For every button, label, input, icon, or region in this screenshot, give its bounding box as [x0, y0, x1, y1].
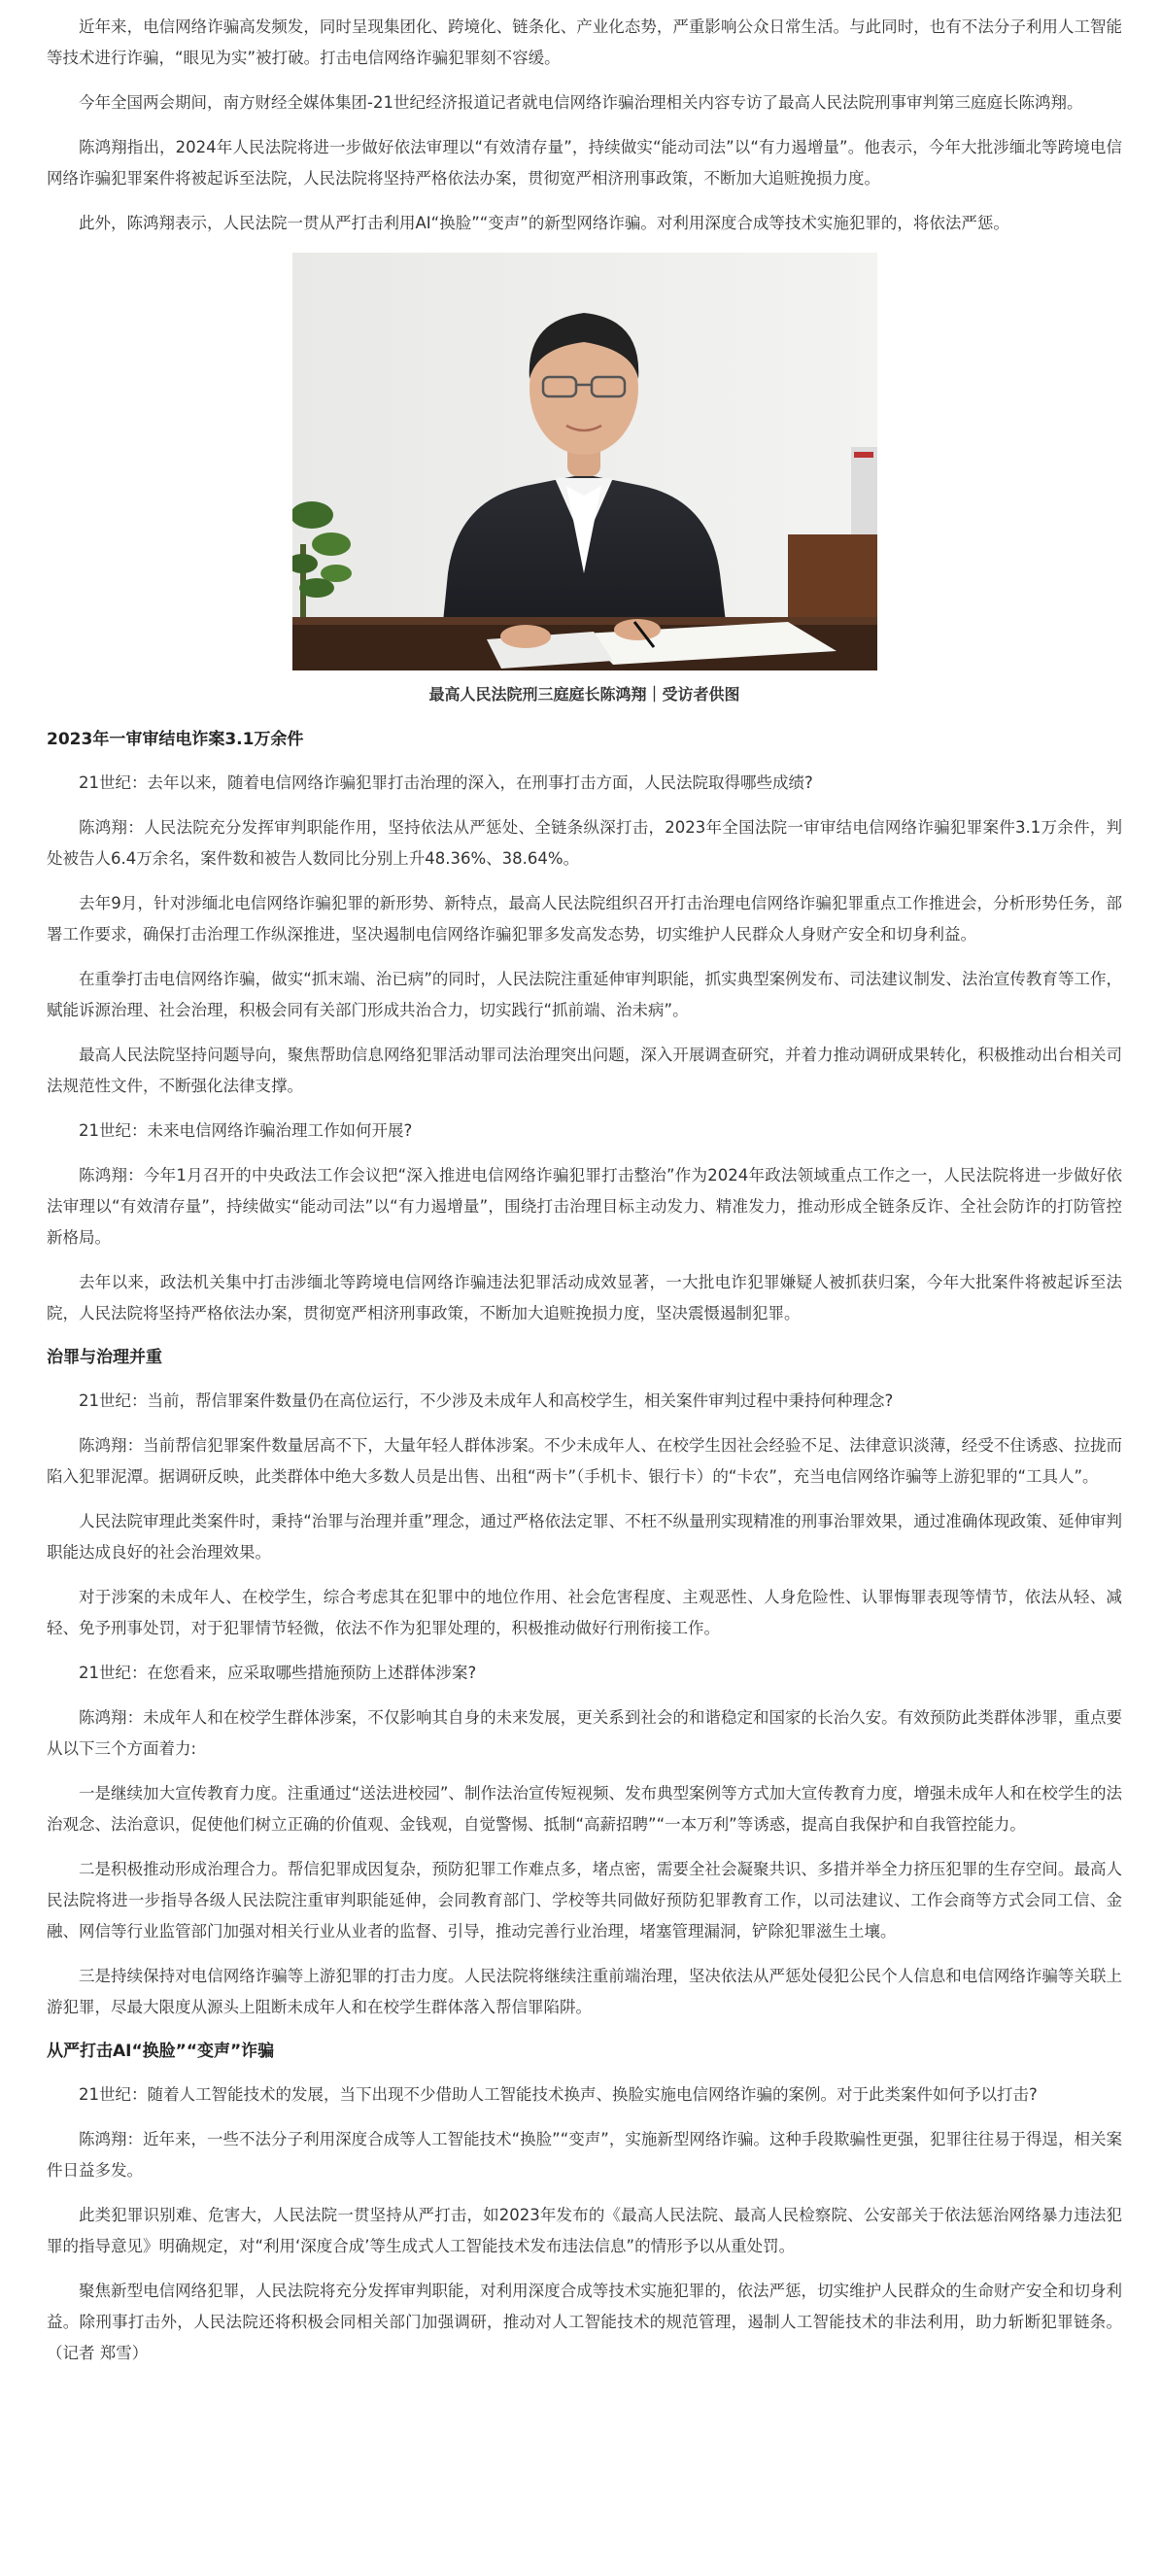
- paragraph: 二是积极推动形成治理合力。帮信犯罪成因复杂，预防犯罪工作难点多，堵点密，需要全社会凝聚共识、多措并举全力挤压犯罪的生存空间。最高人民法院将进一步指导各级人民法院注重审判职能延伸，会同教育部门、学校等共同做好预防犯罪教育工作，以司法建议、工作会商等方式会同工信、金融、网信等行业监管部门加强对相关行业从业者的监督、引导，推动完善行业治理，堵塞管理漏洞，铲除犯罪滋生土壤。: [47, 1860, 1122, 1941]
- paragraph: 聚焦新型电信网络犯罪，人民法院将充分发挥审判职能，对利用深度合成等技术实施犯罪的，依法严惩，切实维护人民群众的生命财产安全和切身利益。除刑事打击外，人民法院还将积极会同相关部门加强调研，推动对人工智能技术的规范管理，遏制人工智能技术的非法利用，助力斩断犯罪链条。（记者 郑雪）: [47, 2282, 1122, 2362]
- paragraph: 21世纪：去年以来，随着电信网络诈骗犯罪打击治理的深入，在刑事打击方面，人民法院取得哪些成绩?: [79, 773, 813, 792]
- paragraph: 陈鸿翔：今年1月召开的中央政法工作会议把“深入推进电信网络诈骗犯罪打击整治”作为2024年政法领域重点工作之一，人民法院将进一步做好依法审理以“有效清存量”，持续做实“能动司法”以“有力遏增量”，围绕打击治理目标主动发力、精准发力，推动形成全链条反诈、全社会防诈的打防管控新格局。: [47, 1166, 1122, 1247]
- paragraph: 今年全国两会期间，南方财经全媒体集团-21世纪经济报道记者就电信网络诈骗治理相关内容专访了最高人民法院刑事审判第三庭庭长陈鸿翔。: [79, 93, 1083, 112]
- paragraph: 此外，陈鸿翔表示，人民法院一贯从严打击利用AI“换脸”“变声”的新型网络诈骗。对利用深度合成等技术实施犯罪的，将依法严惩。: [79, 214, 1009, 232]
- portrait-illustration: [292, 253, 877, 670]
- paragraph: 对于涉案的未成年人、在校学生，综合考虑其在犯罪中的地位作用、社会危害程度、主观恶性、人身危险性、认罪悔罪表现等情节，依法从轻、减轻、免予刑事处罚，对于犯罪情节轻微，依法不作为犯罪处理的，积极推动做好行刑衔接工作。: [47, 1588, 1122, 1637]
- paragraph: 在重拳打击电信网络诈骗，做实“抓末端、治已病”的同时，人民法院注重延伸审判职能，抓实典型案例发布、司法建议制发、法治宣传教育等工作，赋能诉源治理、社会治理，积极会同有关部门形成共治合力，切实践行“抓前端、治未病”。: [47, 970, 1122, 1019]
- paragraph: 最高人民法院坚持问题导向，聚焦帮助信息网络犯罪活动罪司法治理突出问题，深入开展调查研究，并着力推动调研成果转化，积极推动出台相关司法规范性文件，不断强化法律支撑。: [47, 1046, 1122, 1095]
- paragraph: 陈鸿翔：人民法院充分发挥审判职能作用，坚持依法从严惩处、全链条纵深打击，2023年全国法院一审审结电信网络诈骗犯罪案件3.1万余件，判处被告人6.4万余名，案件数和被告人数同比分别上升48.36%、38.64%。: [47, 818, 1122, 868]
- photo-caption: 最高人民法院刑三庭庭长陈鸿翔｜受访者供图: [428, 685, 740, 704]
- paragraph: 去年以来，政法机关集中打击涉缅北等跨境电信网络诈骗违法犯罪活动成效显著，一大批电诈犯罪嫌疑人被抓获归案，今年大批案件将被起诉至法院，人民法院将坚持严格依法办案，贯彻宽严相济刑事政策，不断加大追赃挽损力度，坚决震慑遏制犯罪。: [47, 1273, 1122, 1322]
- paragraph: 陈鸿翔指出，2024年人民法院将进一步做好依法审理以“有效清存量”，持续做实“能动司法”以“有力遏增量”。他表示，今年大批涉缅北等跨境电信网络诈骗犯罪案件将被起诉至法院，人民法院将坚持严格依法办案，贯彻宽严相济刑事政策，不断加大追赃挽损力度。: [47, 138, 1122, 188]
- paragraph: 一是继续加大宣传教育力度。注重通过“送法进校园”、制作法治宣传短视频、发布典型案例等方式加大宣传教育力度，增强未成年人和在校学生的法治观念、法治意识，促使他们树立正确的价值观、金钱观，自觉警惕、抵制“高薪招聘”“一本万利”等诱惑，提高自我保护和自我管控能力。: [47, 1784, 1122, 1834]
- section-heading: 治罪与治理并重: [47, 1348, 162, 1367]
- paragraph: 21世纪：当前，帮信罪案件数量仍在高位运行，不少涉及未成年人和高校学生，相关案件审判过程中秉持何种理念?: [79, 1391, 894, 1410]
- paragraph: 去年9月，针对涉缅北电信网络诈骗犯罪的新形势、新特点，最高人民法院组织召开打击治理电信网络诈骗犯罪重点工作推进会，分析形势任务，部署工作要求，确保打击治理工作纵深推进，坚决遏制电信网络诈骗犯罪多发高发态势，切实维护人民群众人身财产安全和切身利益。: [47, 894, 1122, 944]
- paragraph: 人民法院审理此类案件时，秉持“治罪与治理并重”理念，通过严格依法定罪、不枉不纵量刑实现精准的刑事治罪效果，通过准确体现政策、延伸审判职能达成良好的社会治理效果。: [47, 1512, 1122, 1562]
- paragraph: 21世纪：未来电信网络诈骗治理工作如何开展?: [79, 1121, 413, 1140]
- paragraph: 此类犯罪识别难、危害大，人民法院一贯坚持从严打击，如2023年发布的《最高人民法院、最高人民检察院、公安部关于依法惩治网络暴力违法犯罪的指导意见》明确规定，对“利用‘深度合成’等生成式人工智能技术发布违法信息”的情形予以从重处罚。: [47, 2206, 1122, 2255]
- paragraph: 陈鸿翔：未成年人和在校学生群体涉案，不仅影响其自身的未来发展，更关系到社会的和谐稳定和国家的长治久安。有效预防此类群体涉罪，重点要从以下三个方面着力:: [47, 1708, 1122, 1758]
- section-heading: 2023年一审审结电诈案3.1万余件: [47, 730, 304, 749]
- paragraph: 陈鸿翔：当前帮信犯罪案件数量居高不下，大量年轻人群体涉案。不少未成年人、在校学生因社会经验不足、法律意识淡薄，经受不住诱惑、拉拢而陷入犯罪泥潭。据调研反映，此类群体中绝大多数人员是出售、出租“两卡”（手机卡、银行卡）的“卡农”，充当电信网络诈骗等上游犯罪的“工具人”。: [47, 1436, 1122, 1486]
- paragraph: 陈鸿翔：近年来，一些不法分子利用深度合成等人工智能技术“换脸”“变声”，实施新型网络诈骗。这种手段欺骗性更强，犯罪往往易于得逞，相关案件日益多发。: [47, 2130, 1122, 2180]
- paragraph: 近年来，电信网络诈骗高发频发，同时呈现集团化、跨境化、链条化、产业化态势，严重影响公众日常生活。与此同时，也有不法分子利用人工智能等技术进行诈骗，“眼见为实”被打破。打击电信网络诈骗犯罪刻不容缓。: [47, 17, 1122, 67]
- portrait-photo: [292, 253, 877, 670]
- section-heading: 从严打击AI“换脸”“变声”诈骗: [47, 2042, 275, 2061]
- paragraph: 21世纪：随着人工智能技术的发展，当下出现不少借助人工智能技术换声、换脸实施电信网络诈骗的案例。对于此类案件如何予以打击?: [79, 2085, 1038, 2104]
- paragraph: 三是持续保持对电信网络诈骗等上游犯罪的打击力度。人民法院将继续注重前端治理，坚决依法从严惩处侵犯公民个人信息和电信网络诈骗等关联上游犯罪，尽最大限度从源头上阻断未成年人和在校学生群体落入帮信罪陷阱。: [47, 1967, 1122, 2016]
- paragraph: 21世纪：在您看来，应采取哪些措施预防上述群体涉案?: [79, 1664, 477, 1682]
- article-figure: [47, 253, 1122, 707]
